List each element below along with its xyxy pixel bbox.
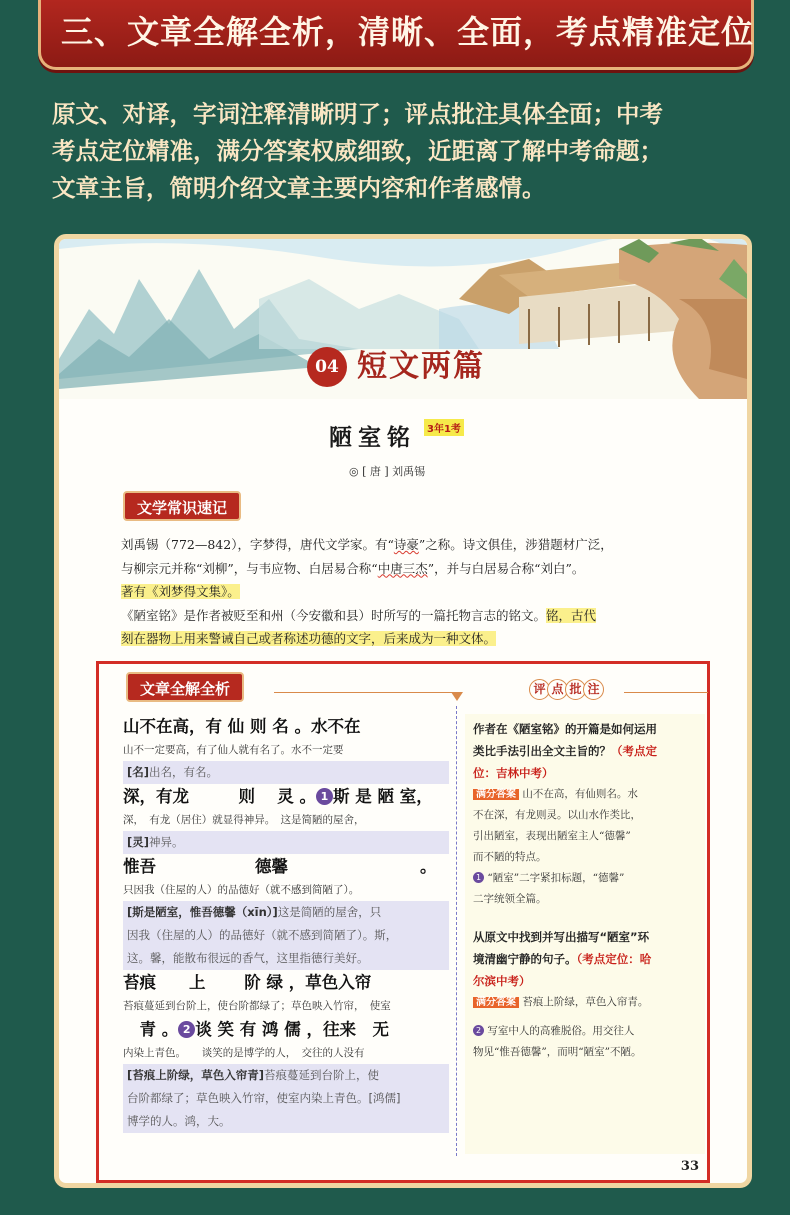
literature-line: 与柳宗元并称“刘柳”，与韦应物、白居易合称“中唐三杰”，并与白居易合称“刘白”。: [121, 560, 585, 576]
annotation-line: [苔痕上阶绿，草色入帘青]苔痕蔓延到台阶上，使: [123, 1064, 449, 1087]
analysis-section-tag: 文章全解全析: [126, 672, 244, 702]
translation-line: 只因我（住屋的人）的品德好（就不感到简陋了）。: [123, 884, 360, 896]
intro-line: 文章主旨，简明介绍文章主要内容和作者感情。: [52, 174, 546, 202]
poem-author: ◎ [ 唐 ] 刘禹锡: [349, 465, 426, 478]
comment-section-label: 评 点 批 注: [529, 678, 601, 700]
text-translation-column: [123, 714, 449, 1133]
translation-line: 苔痕蔓延到台阶上，使台阶都绿了；草色映入竹帘， 使室: [123, 1000, 391, 1012]
analysis-frame: [96, 661, 710, 1183]
literature-line: 《陋室铭》是作者被贬至和州（今安徽和县）时所写的一篇托物言志的铭文。铭，古代: [121, 607, 597, 623]
intro-line: 考点定位精准，满分答案权威细致，近距离了解中考命题；: [52, 137, 663, 165]
section-banner: [38, 0, 754, 70]
banner-title: 三、文章全解全析，清晰、全面，考点精准定位: [61, 13, 755, 51]
original-line: 深，有龙 则 灵 。 1 斯 是 陋 室，: [123, 787, 433, 806]
comment-column: [465, 714, 705, 1154]
note-number-badge: 2: [178, 1021, 195, 1038]
triangle-marker-icon: [451, 692, 463, 701]
answer-1: 满分答案 山不在高，有仙则名。水 不在深，有龙则灵。以山水作类比， 引出陋室，表现出陋室主人“德馨” 而不陋的特点。 1 “陋室”二字紧扣标题，“德馨” 二字统领全篇。: [473, 788, 641, 905]
question-2: 从原文中找到并写出描写“陋室”环 境清幽宁静的句子。（考点定位：哈 尔滨中考）: [473, 930, 652, 988]
translation-line: 山不一定要高，有了仙人就有名了。水不一定要: [123, 744, 344, 756]
chapter-title: 短文两篇: [357, 349, 485, 384]
original-line: 青 。 2 谈 笑 有 鸿 儒 ，往来 无: [123, 1020, 389, 1039]
original-line: 苔痕 上 阶 绿 ，草色入帘: [123, 973, 372, 992]
literature-line: 刻在器物上用来警诫自己或者称述功德的文字，后来成为一种文体。: [121, 631, 497, 646]
translation-line: 深， 有龙（居住）就显得神异。 这是简陋的屋舍，: [123, 814, 365, 826]
original-line: 山不在高，有 仙 则 名 。水不在: [123, 717, 361, 736]
intro-line: 原文、对译，字词注释清晰明了；评点批注具体全面；中考: [52, 100, 663, 128]
annotation-line: 这。馨，能散布很远的香气，这里指德行美好。: [123, 947, 449, 970]
annotation-line: 因我（住屋的人）的品德好（就不感到简陋了）。斯，: [123, 924, 449, 947]
page-number: 33: [680, 1159, 699, 1174]
annotation-line: [斯是陋室，惟吾德馨（xīn）]这是简陋的屋舍，只: [123, 901, 449, 924]
literature-section-tag: 文学常识速记: [123, 491, 241, 521]
literature-notes: [121, 533, 687, 651]
divider-rule: [624, 692, 708, 693]
translation-line: 内染上青色。 谈笑的是博学的人， 交往的人没有: [123, 1047, 365, 1059]
note-number-badge: 1: [316, 788, 333, 805]
answer-2: 满分答案 苔痕上阶绿，草色入帘青。 2 写室中人的高雅脱俗。用交往人 物见“惟吾德馨”，而明“陋室”不陋。: [473, 996, 649, 1058]
annotation-line: [灵]神异。: [123, 831, 449, 854]
note-number-badge: 1: [473, 872, 484, 883]
poem-title: 陋室铭: [329, 424, 416, 451]
annotation-line: [名]出名，有名。: [123, 761, 449, 784]
exam-frequency-tag: 3年1考: [424, 419, 464, 436]
note-number-badge: 2: [473, 1025, 484, 1036]
original-line: 惟吾 德馨 。: [123, 857, 437, 876]
intro-text: [52, 96, 756, 207]
annotation-line: 博学的人。鸿，大。: [123, 1110, 449, 1133]
literature-line: 刘禹锡（772—842），字梦得，唐代文学家。有“诗豪”之称。诗文俱佳，涉猎题材广泛，: [121, 537, 613, 552]
divider-rule: [274, 692, 459, 693]
chapter-number-badge: 04: [307, 347, 347, 387]
literature-line: 著有《刘梦得文集》。: [121, 584, 240, 599]
question-1: 作者在《陋室铭》的开篇是如何运用 类比手法引出全文主旨的？（考点定 位：吉林中考）: [473, 722, 657, 780]
column-divider: [456, 706, 457, 1156]
book-page: [54, 234, 752, 1188]
full-score-tag: 满分答案: [473, 997, 519, 1008]
full-score-tag: 满分答案: [473, 789, 519, 800]
annotation-line: 台阶都绿了；草色映入竹帘，使室内染上青色。[鸿儒]: [123, 1087, 449, 1110]
